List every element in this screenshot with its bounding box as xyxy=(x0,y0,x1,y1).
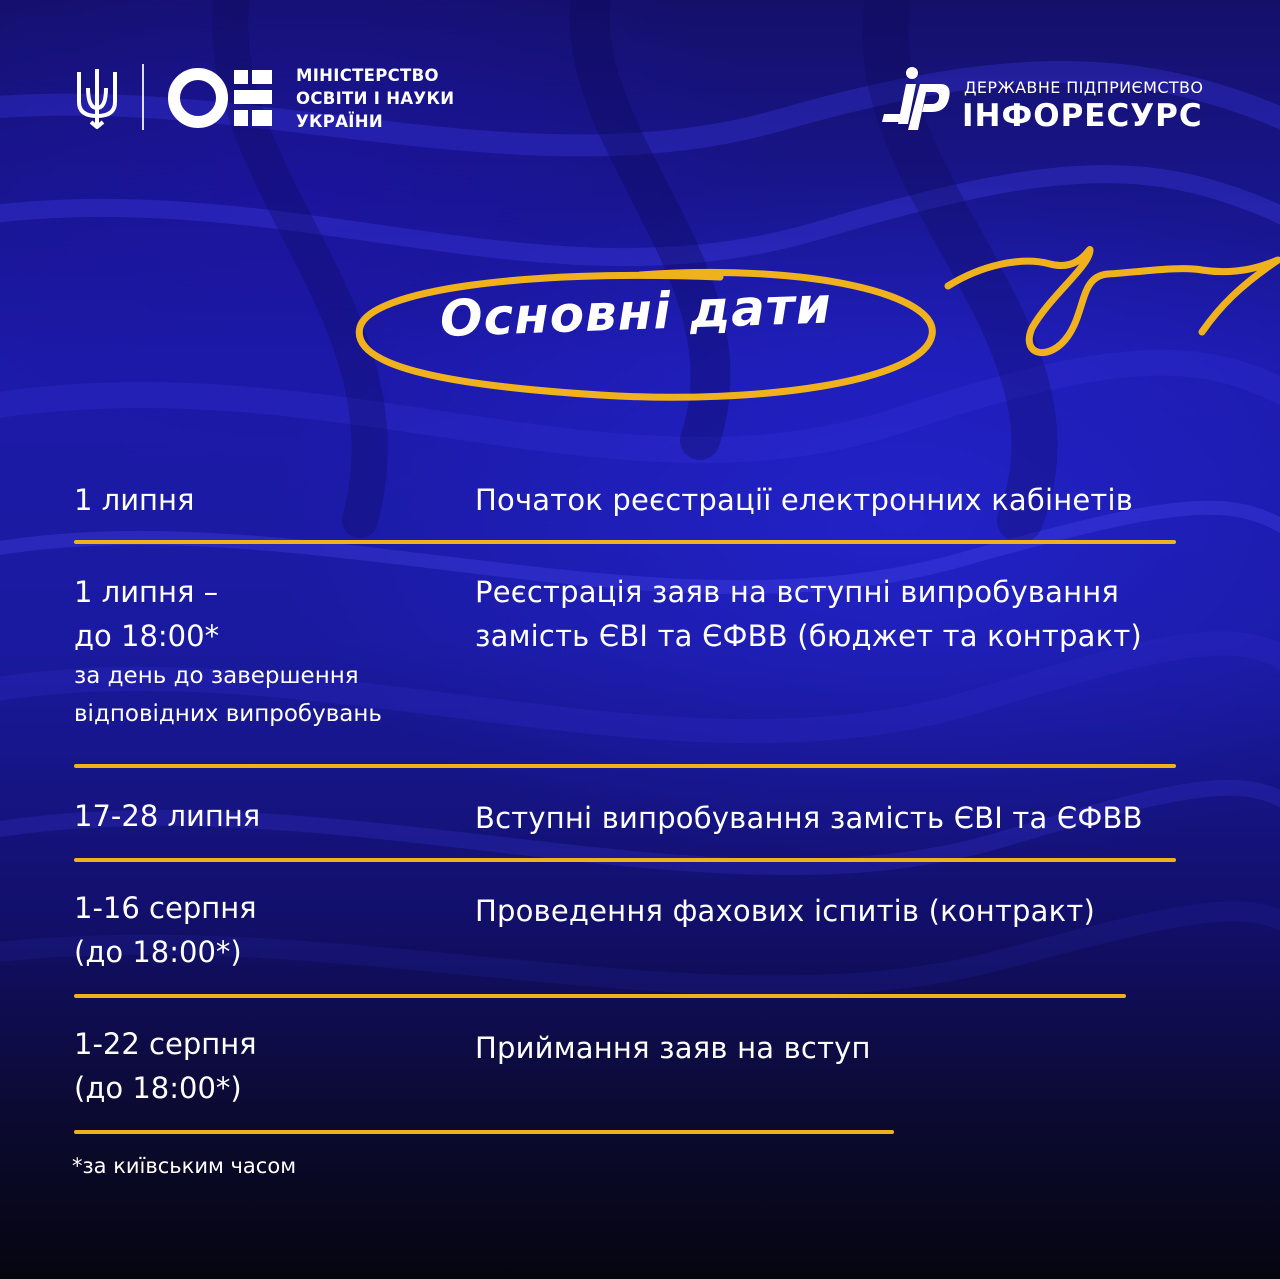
schedule-date: 1-16 серпня xyxy=(74,891,257,925)
page-title: Основні дати xyxy=(438,276,833,348)
enterprise-subtitle: ДЕРЖАВНЕ ПІДПРИЄМСТВО xyxy=(964,78,1204,97)
trident-emblem-icon xyxy=(74,66,120,130)
schedule-date: 17-28 липня xyxy=(74,799,261,833)
schedule-date: 1 липня – xyxy=(74,575,219,609)
footnote: *за київським часом xyxy=(72,1154,297,1178)
schedule-event: Початок реєстрації електронних кабінетів xyxy=(475,483,1134,517)
decorative-scribble xyxy=(940,236,1280,376)
schedule-date: до 18:00* xyxy=(74,619,220,653)
schedule-date: 1-22 серпня xyxy=(74,1027,257,1061)
row-divider xyxy=(74,1130,894,1134)
ministry-name-line: МІНІСТЕРСТВО xyxy=(296,66,439,85)
ministry-name-line: ОСВІТИ І НАУКИ xyxy=(296,89,455,108)
enterprise-name: ІНФОРЕСУРС xyxy=(962,98,1203,134)
ministry-name xyxy=(296,64,454,133)
schedule-date-note: відповідних випробувань xyxy=(74,701,382,727)
schedule-event: замість ЄВІ та ЄФВВ (бюджет та контракт) xyxy=(475,619,1142,653)
schedule-event: Вступні випробування замість ЄВІ та ЄФВВ xyxy=(475,801,1143,835)
header-divider xyxy=(142,64,144,130)
schedule-event: Проведення фахових іспитів (контракт) xyxy=(475,894,1095,928)
schedule-date: (до 18:00*) xyxy=(74,935,242,969)
schedule-date-note: за день до завершення xyxy=(74,663,359,689)
row-divider xyxy=(74,764,1176,768)
ministry-logo-icon xyxy=(166,66,276,130)
row-divider xyxy=(74,540,1176,544)
schedule-date: 1 липня xyxy=(74,483,195,517)
row-divider xyxy=(74,994,1126,998)
schedule-date: (до 18:00*) xyxy=(74,1071,242,1105)
row-divider xyxy=(74,858,1176,862)
inforesurs-logo-icon xyxy=(882,66,952,130)
schedule-event: Реєстрація заяв на вступні випробування xyxy=(475,575,1120,609)
ministry-name-line: УКРАЇНИ xyxy=(296,112,383,131)
schedule-event: Приймання заяв на вступ xyxy=(475,1031,871,1065)
